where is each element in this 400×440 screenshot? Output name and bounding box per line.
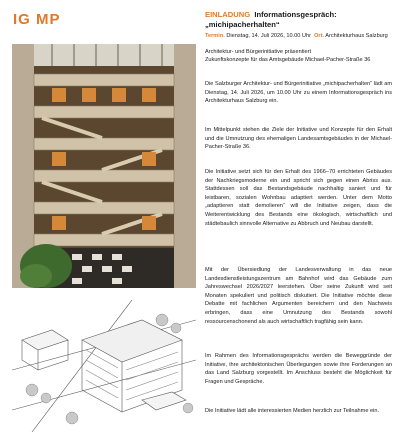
paragraph-3: Die Initiative setzt sich für den Erhalt des 1966–70 errichteten Gebäudes der Nachkriegsmoderne ein und spricht sich gegen einen Abriss aus. Stattdessen soll das Bestandsgebäude nachhaltig saniert und für leistbaren, sozialen Wohnbau adaptiert werden. Unter dem Motto „adaptieren statt demolieren“ will die Initiative zeigen, dass die Weiterentwicklung des Bestands eine ökologisch, wirtschaftlich und städtebaulich sinnvolle Alternative zu Abbruch und Neubau darstellt. — [205, 169, 392, 227]
date-label: Termin. — [205, 33, 225, 39]
subhead-line-1: Architektur- und Bürgerinitiative präsentiert — [205, 49, 312, 55]
paragraph-5: Im Rahmen des Informationsgesprächs werden die Beweggründe der Initiative, ihre architektonischen Überlegungen sowie ihre Forderungen an das Land Salzburg vorgestellt. Im Anschluss besteht die Möglichkeit für Fragen und Gespräche. — [205, 353, 392, 385]
invitation-kicker: EINLADUNG — [205, 10, 251, 19]
atrium-photo — [12, 44, 196, 288]
event-meta — [205, 32, 392, 40]
paragraph-6: Die Initiative lädt alle interessierten Medien herzlich zur Teilnahme ein. — [205, 408, 380, 414]
axonometric-drawing — [12, 300, 196, 432]
paragraph-2: Im Mittelpunkt stehen die Ziele der Initiative und Konzepte für den Erhalt und die Umnutzung des ehemaligen Landesamtsgebäudes in der Michael-Pacher-Straße 36. — [205, 127, 392, 151]
paragraph-4: Mit der Übersiedlung der Landesverwaltung in das neue Landesdienstleistungszentrum am Bahnhof wird das Gebäude zum Jahreswechsel 2026/2027 leerstehen. Über seine Zukunft wird seit Monaten spekuliert und politisch diskutiert. Die Initiative möchte diese Debatte mit fachlichen Argumenten bereichern und den Nachweis erbringen, dass eine Umnutzung des Bestands sowohl ressourcenschonend als auch wirtschaftlich tragfähig sein kann. — [205, 267, 392, 325]
paragraph-1: Die Salzburger Architektur- und Bürgerinitiative „michipacherhalten“ lädt am Dienstag, 14. Juli 2026, um 10.00 Uhr zu einem Informationsgespräch ins Architekturhaus Salzburg ein. — [205, 81, 392, 105]
event-place: Architekturhaus Salzburg — [325, 33, 388, 39]
subhead-line-2: Zukunftskonzepte für das Amtsgebäude Michael-Pacher-Straße 36 — [205, 57, 371, 63]
subhead — [205, 48, 392, 64]
place-label: Ort. — [314, 33, 325, 39]
text-column — [205, 10, 392, 414]
header — [205, 10, 392, 30]
event-date: Dienstag, 14. Juli 2026, 10.00 Uhr — [226, 33, 311, 39]
logo: IG MP — [13, 11, 61, 28]
invitation-title: Informationsgespräch: „michipacherhalten“ — [205, 10, 337, 29]
